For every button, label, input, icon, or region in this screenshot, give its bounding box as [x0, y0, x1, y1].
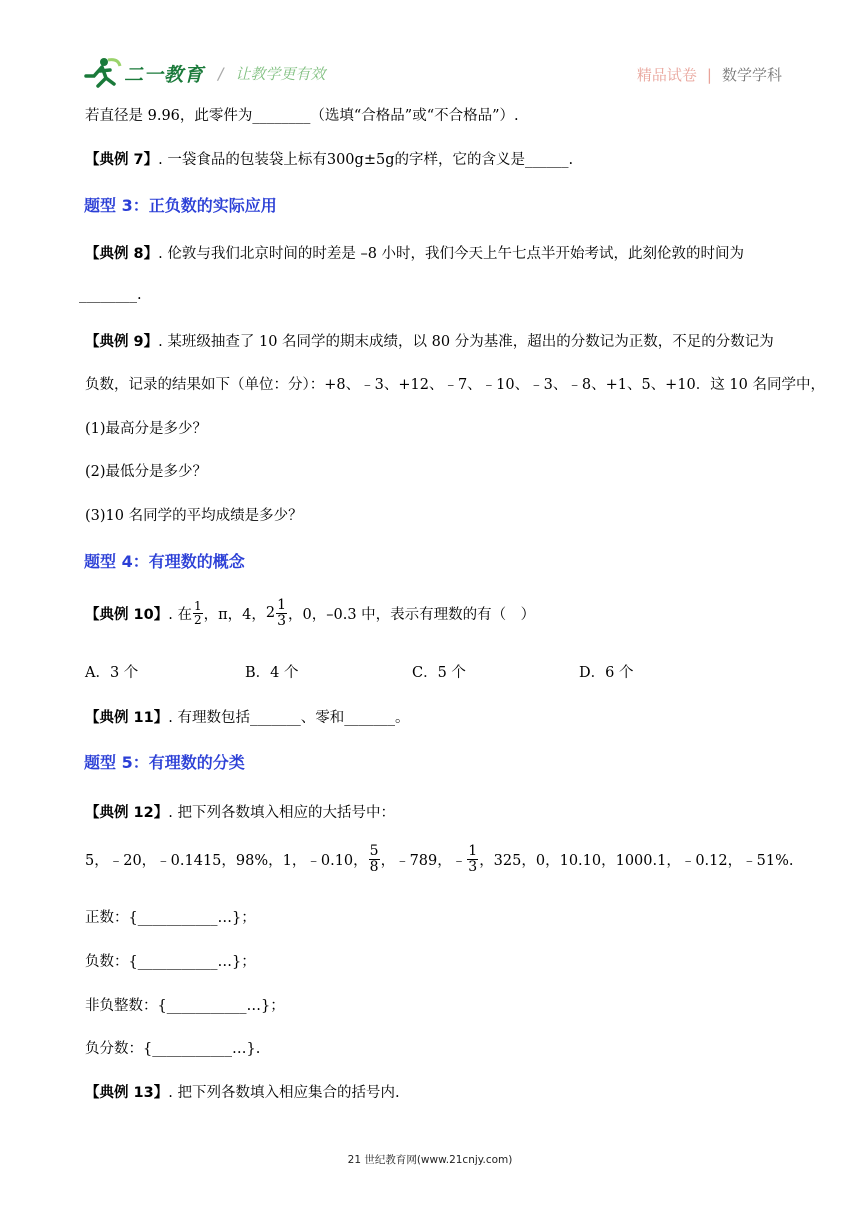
number-list-post: ，325，0，10.10，1000.1，﹣0.12，﹣51%.: [479, 852, 794, 869]
example-8-continuation: ________.: [79, 287, 142, 303]
header-slash: /: [218, 63, 224, 83]
negative-fraction-set: 负分数：{___________…}.: [85, 1041, 261, 1057]
example-13-text: . 把下列各数填入相应集合的括号内.: [168, 1085, 400, 1101]
option-d: D．6 个: [579, 665, 634, 681]
example-11-label: 【典例 11】: [85, 710, 169, 726]
brand-name: 二一教育: [124, 63, 205, 86]
topic-3-heading: 题型 3：正负数的实际应用: [84, 196, 277, 215]
example-7-label: 【典例 7】: [85, 152, 159, 168]
example-8: [85, 242, 744, 263]
example-9: [85, 330, 774, 351]
mixed-number-whole: 2: [265, 605, 276, 622]
example-10-pre: . 在: [168, 606, 192, 623]
example-12-text: . 把下列各数填入相应的大括号中：: [168, 805, 395, 821]
header-right: [637, 64, 782, 85]
example-10-post: ，0，–0.3 中，表示有理数的有（ ）: [288, 606, 536, 623]
topic-5-heading: 题型 5：有理数的分类: [84, 753, 245, 772]
example-10: [85, 598, 535, 628]
mixed-number-fraction: [276, 598, 287, 628]
option-b: B．4 个: [245, 665, 299, 681]
header-separator: |: [706, 65, 712, 84]
example-7-text: . 一袋食品的包装袋上标有300g±5g的字样，它的含义是______.: [158, 152, 574, 168]
page-header: [0, 0, 860, 100]
fraction-numerator: 1: [277, 597, 287, 613]
example-11: [85, 706, 409, 727]
example-12: [85, 801, 395, 822]
example-7: [85, 148, 573, 169]
fraction-denominator: 2: [193, 612, 202, 627]
diameter-question-line: 若直径是 9.96，此零件为________（选填“合格品”或“不合格品”）.: [85, 108, 519, 124]
question-2: (2)最低分是多少？: [85, 464, 208, 480]
question-1: (1)最高分是多少？: [85, 421, 208, 437]
fraction-one-third: [467, 844, 478, 874]
example-12-label: 【典例 12】: [85, 805, 169, 821]
running-man-icon: [80, 56, 122, 90]
fraction-denominator: 3: [277, 612, 287, 629]
fraction-denominator: 8: [369, 858, 379, 875]
fraction-numerator: 1: [468, 843, 478, 859]
number-list-mid: ，﹣789，﹣: [380, 852, 467, 869]
example-9-data: 负数，记录的结果如下（单位：分）：+8、﹣3、+12、﹣7、﹣10、﹣3、﹣8、+1、5、+10．这 10 名同学中，: [85, 377, 825, 393]
option-a: A．3 个: [85, 665, 139, 681]
positive-set: 正数：{___________…}；: [85, 910, 256, 926]
option-c: C．5 个: [412, 665, 466, 681]
brand-slogan: 让教学更有效: [235, 64, 326, 83]
fraction-numerator: 1: [193, 599, 202, 614]
subject-label: 数学学科: [721, 66, 782, 84]
example-10-mid: ，π，4，: [203, 606, 266, 623]
example-8-text: . 伦敦与我们北京时间的时差是 –8 小时，我们今天上午七点半开始考试，此刻伦敦的时间为: [158, 246, 745, 262]
example-9-label: 【典例 9】: [85, 334, 159, 350]
example-13-label: 【典例 13】: [85, 1085, 169, 1101]
example-10-label: 【典例 10】: [85, 606, 169, 623]
example-9-text: . 某班级抽查了 10 名同学的期末成绩，以 80 分为基准，超出的分数记为正数，不足的分数记为: [158, 334, 774, 350]
number-list: [85, 844, 793, 874]
fraction-five-eighths: [369, 844, 380, 874]
fraction-half: [193, 600, 203, 626]
nonnegative-integer-set: 非负整数：{___________…}；: [85, 998, 285, 1014]
fraction-denominator: 3: [468, 858, 478, 875]
number-list-pre: 5，﹣20，﹣0.1415，98%，1，﹣0.10，: [85, 852, 368, 869]
topic-4-heading: 题型 4：有理数的概念: [84, 552, 245, 571]
example-8-label: 【典例 8】: [85, 246, 159, 262]
fraction-numerator: 5: [369, 843, 379, 859]
product-label: 精品试卷: [636, 66, 697, 84]
example-13: [85, 1081, 400, 1102]
negative-set: 负数：{___________…}；: [85, 954, 256, 970]
page-footer: 21 世纪教育网(www.21cnjy.com): [347, 1154, 513, 1166]
example-11-text: . 有理数包括_______、零和_______。: [168, 710, 410, 726]
brand-logo: [80, 56, 325, 90]
question-3: (3)10 名同学的平均成绩是多少？: [85, 508, 303, 524]
